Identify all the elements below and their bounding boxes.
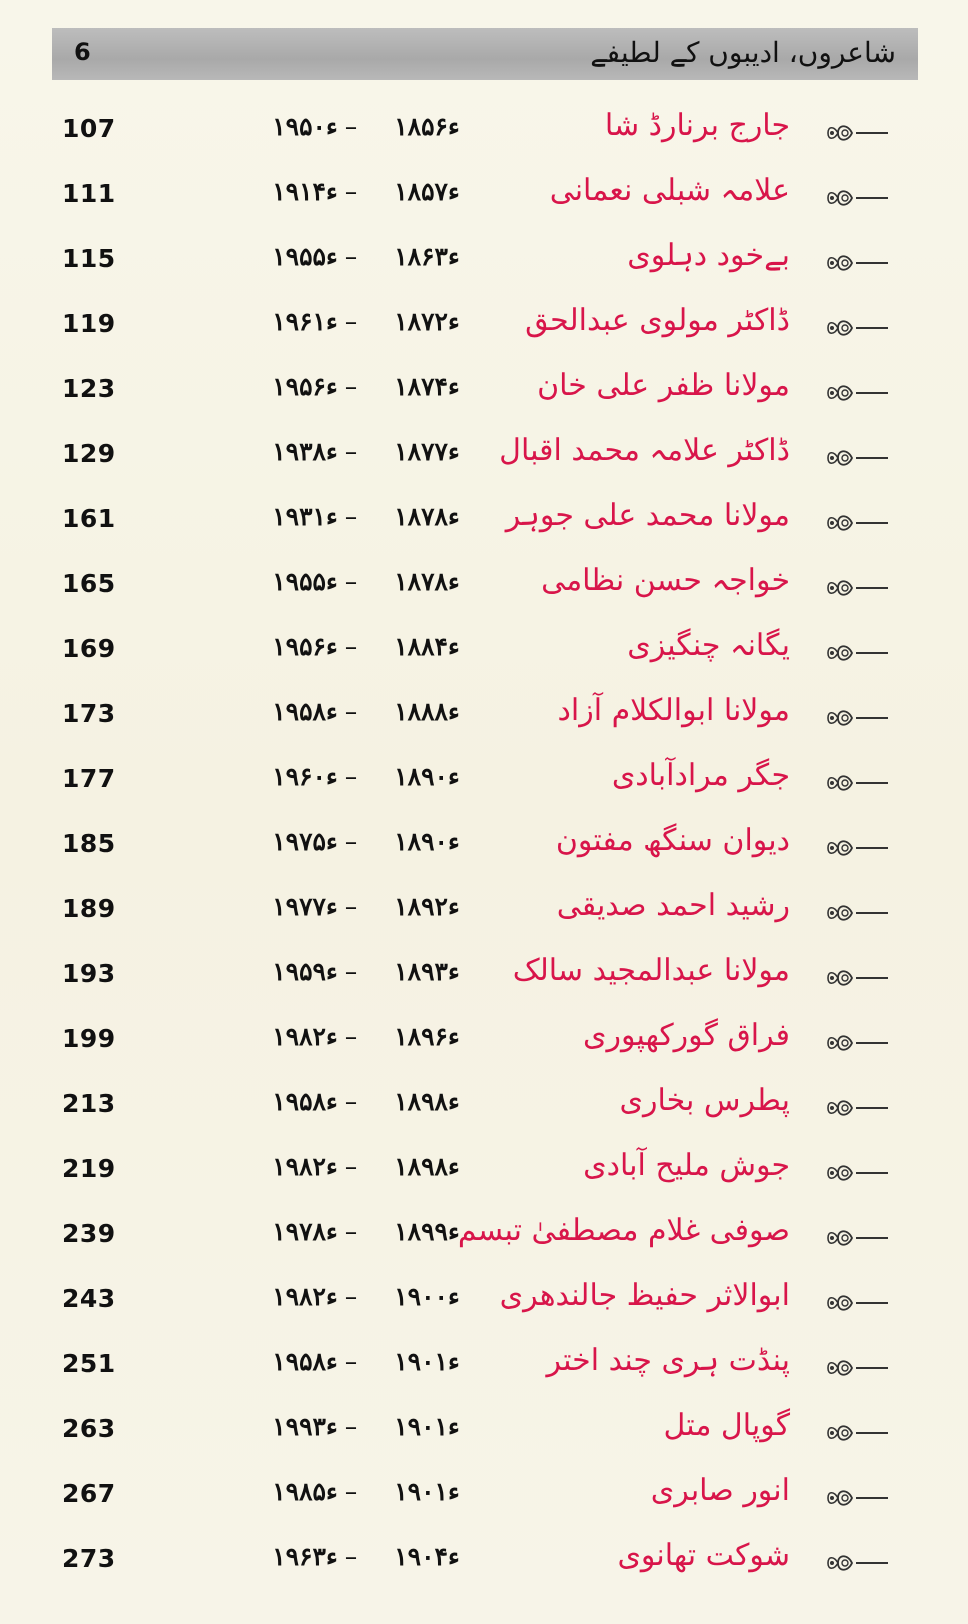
row-birth-year: ۱۹۰۱ء [394,1347,460,1376]
year-separator: – [344,762,358,791]
row-page-number: 165 [62,569,116,598]
row-author-name: صوفی غلام مصطفیٰ تبسم [457,1213,790,1248]
row-author-name: ڈاکٹر مولوی عبدالحق [525,303,790,338]
row-death-year: ۱۹۳۱ء [272,502,338,531]
row-author-name: خواجہ حسن نظامی [541,563,790,598]
year-separator: – [344,242,358,271]
contents-row[interactable] [0,1010,968,1075]
row-death-year: ۱۹۵۸ء [272,1087,338,1116]
row-page-number: 193 [62,959,116,988]
year-separator: – [344,1282,358,1311]
row-death-year: ۱۹۶۰ء [272,762,338,791]
row-author-name: مولانا ابوالکلام آزاد [557,693,790,728]
row-death-year: ۱۹۵۶ء [272,632,338,661]
row-birth-year: ۱۸۸۸ء [394,697,460,726]
row-page-number: 177 [62,764,116,793]
row-page-number: 251 [62,1349,116,1378]
ornament-icon [822,571,890,605]
contents-row[interactable] [0,1205,968,1270]
row-page-number: 273 [62,1544,116,1573]
ornament-icon [822,636,890,670]
row-death-year: ۱۹۵۶ء [272,372,338,401]
row-page-number: 123 [62,374,116,403]
ornament-icon [822,376,890,410]
year-separator: – [344,827,358,856]
row-page-number: 213 [62,1089,116,1118]
contents-row[interactable] [0,1465,968,1530]
year-separator: – [344,892,358,921]
contents-row[interactable] [0,1075,968,1140]
row-author-name: انور صابری [650,1473,790,1508]
row-birth-year: ۱۹۰۴ء [394,1542,460,1571]
row-author-name: مولانا عبدالمجید سالک [512,953,790,988]
row-death-year: ۱۹۷۷ء [272,892,338,921]
row-page-number: 161 [62,504,116,533]
ornament-icon [822,441,890,475]
year-separator: – [344,697,358,726]
row-birth-year: ۱۸۹۳ء [394,957,460,986]
ornament-icon [822,1286,890,1320]
header-page-number: 6 [74,38,91,66]
row-birth-year: ۱۹۰۱ء [394,1412,460,1441]
row-birth-year: ۱۹۰۰ء [394,1282,460,1311]
row-author-name: پطرس بخاری [619,1083,790,1118]
row-page-number: 185 [62,829,116,858]
contents-row[interactable] [0,880,968,945]
ornament-icon [822,1481,890,1515]
row-author-name: جوش ملیح آبادی [583,1148,790,1183]
ornament-icon [822,246,890,280]
row-death-year: ۱۹۸۲ء [272,1152,338,1181]
year-separator: – [344,957,358,986]
ornament-icon [822,766,890,800]
row-death-year: ۱۹۹۳ء [272,1412,338,1441]
row-page-number: 243 [62,1284,116,1313]
row-page-number: 267 [62,1479,116,1508]
row-author-name: یگانہ چنگیزی [627,628,790,663]
row-page-number: 115 [62,244,116,273]
row-author-name: ابوالاثر حفیظ جالندھری [499,1278,790,1313]
ornament-icon [822,1156,890,1190]
ornament-icon [822,1546,890,1580]
row-death-year: ۱۹۶۳ء [272,1542,338,1571]
header-title: شاعروں، ادیبوں کے لطیفے [590,36,896,69]
row-page-number: 111 [62,179,116,208]
contents-row[interactable] [0,1335,968,1400]
year-separator: – [344,437,358,466]
contents-row[interactable] [0,1270,968,1335]
contents-row[interactable] [0,1400,968,1465]
row-author-name: مولانا ظفر علی خان [537,368,790,403]
row-birth-year: ۱۸۷۸ء [394,502,460,531]
year-separator: – [344,1477,358,1506]
row-page-number: 169 [62,634,116,663]
row-birth-year: ۱۸۹۲ء [394,892,460,921]
row-author-name: پنڈت ہری چند اختر [546,1343,790,1378]
contents-row[interactable] [0,230,968,295]
row-death-year: ۱۹۷۸ء [272,1217,338,1246]
row-birth-year: ۱۸۷۴ء [394,372,460,401]
row-death-year: ۱۹۸۲ء [272,1282,338,1311]
ornament-icon [822,506,890,540]
year-separator: – [344,1087,358,1116]
ornament-icon [822,896,890,930]
row-page-number: 107 [62,114,116,143]
contents-row[interactable] [0,360,968,425]
ornament-icon [822,831,890,865]
ornament-icon [822,1091,890,1125]
year-separator: – [344,307,358,336]
contents-row[interactable] [0,425,968,490]
row-author-name: جگر مرادآبادی [611,758,790,793]
row-author-name: رشید احمد صدیقی [556,888,790,923]
row-page-number: 199 [62,1024,116,1053]
row-author-name: دیوان سنگھ مفتون [555,823,790,858]
row-death-year: ۱۹۸۵ء [272,1477,338,1506]
ornament-icon [822,961,890,995]
contents-row[interactable] [0,1530,968,1595]
row-author-name: علامہ شبلی نعمانی [549,173,790,208]
row-birth-year: ۱۸۶۳ء [394,242,460,271]
row-author-name: گوپال متل [663,1408,790,1443]
contents-row[interactable] [0,555,968,620]
row-death-year: ۱۹۱۴ء [272,177,338,206]
row-author-name: جارج برنارڈ شا [604,108,790,143]
row-death-year: ۱۹۸۲ء [272,1022,338,1051]
row-page-number: 263 [62,1414,116,1443]
row-death-year: ۱۹۵۹ء [272,957,338,986]
ornament-icon [822,1026,890,1060]
row-death-year: ۱۹۵۵ء [272,242,338,271]
contents-row[interactable] [0,1140,968,1205]
contents-row[interactable] [0,815,968,880]
year-separator: – [344,112,358,141]
row-death-year: ۱۹۵۸ء [272,697,338,726]
row-death-year: ۱۹۳۸ء [272,437,338,466]
year-separator: – [344,502,358,531]
row-author-name: شوکت تھانوی [617,1538,790,1573]
row-birth-year: ۱۸۹۰ء [394,762,460,791]
row-page-number: 129 [62,439,116,468]
contents-row[interactable] [0,165,968,230]
row-author-name: بےخود دہلوی [627,238,790,273]
contents-row[interactable] [0,685,968,750]
ornament-icon [822,311,890,345]
contents-row[interactable] [0,750,968,815]
row-page-number: 119 [62,309,116,338]
year-separator: – [344,1217,358,1246]
row-birth-year: ۱۹۰۱ء [394,1477,460,1506]
year-separator: – [344,1022,358,1051]
year-separator: – [344,1412,358,1441]
row-author-name: مولانا محمد علی جوہر [505,498,790,533]
year-separator: – [344,177,358,206]
row-birth-year: ۱۸۹۶ء [394,1022,460,1051]
year-separator: – [344,632,358,661]
row-page-number: 219 [62,1154,116,1183]
ornament-icon [822,1416,890,1450]
year-separator: – [344,1152,358,1181]
row-birth-year: ۱۸۵۷ء [394,177,460,206]
row-birth-year: ۱۸۹۸ء [394,1152,460,1181]
ornament-icon [822,116,890,150]
year-separator: – [344,567,358,596]
contents-list [0,100,968,1595]
contents-row[interactable] [0,945,968,1010]
row-birth-year: ۱۸۹۸ء [394,1087,460,1116]
contents-row[interactable] [0,295,968,360]
row-death-year: ۱۹۵۵ء [272,567,338,596]
year-separator: – [344,372,358,401]
row-birth-year: ۱۸۷۸ء [394,567,460,596]
row-death-year: ۱۹۷۵ء [272,827,338,856]
row-birth-year: ۱۸۹۹ء [394,1217,460,1246]
ornament-icon [822,1221,890,1255]
row-author-name: فراق گورکھپوری [583,1018,790,1053]
row-birth-year: ۱۸۵۶ء [394,112,460,141]
row-death-year: ۱۹۵۸ء [272,1347,338,1376]
contents-row[interactable] [0,620,968,685]
row-birth-year: ۱۸۷۷ء [394,437,460,466]
row-page-number: 239 [62,1219,116,1248]
row-author-name: ڈاکٹر علامہ محمد اقبال [499,433,790,468]
contents-row[interactable] [0,490,968,555]
year-separator: – [344,1542,358,1571]
row-page-number: 189 [62,894,116,923]
row-death-year: ۱۹۵۰ء [272,112,338,141]
ornament-icon [822,701,890,735]
row-page-number: 173 [62,699,116,728]
row-death-year: ۱۹۶۱ء [272,307,338,336]
row-birth-year: ۱۸۹۰ء [394,827,460,856]
page-header [52,28,918,80]
row-birth-year: ۱۸۷۲ء [394,307,460,336]
ornament-icon [822,181,890,215]
contents-row[interactable] [0,100,968,165]
row-birth-year: ۱۸۸۴ء [394,632,460,661]
year-separator: – [344,1347,358,1376]
ornament-icon [822,1351,890,1385]
